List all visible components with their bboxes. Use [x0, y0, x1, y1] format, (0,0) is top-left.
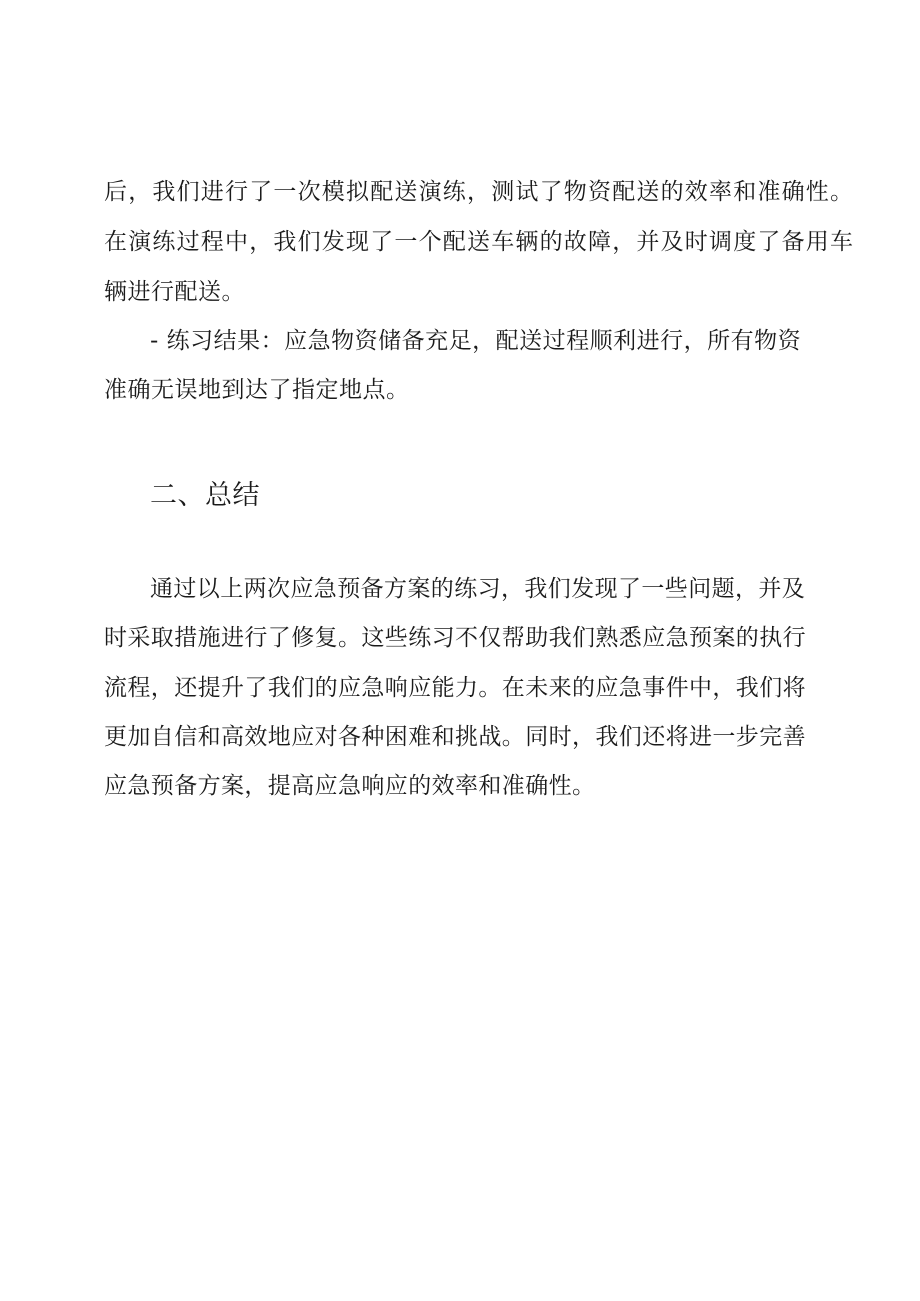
- summary-text-line: 通过以上两次应急预备方案的练习，我们发现了一些问题，并及: [150, 576, 806, 602]
- summary-text-line: 流程，还提升了我们的应急响应能力。在未来的应急事件中，我们将: [104, 675, 806, 701]
- practice-result-line: - 练习结果：应急物资储备充足，配送过程顺利进行，所有物资: [150, 328, 802, 354]
- summary-text-line: 应急预备方案，提高应急响应的效率和准确性。: [104, 773, 596, 799]
- practice-result-line: 准确无误地到达了指定地点。: [104, 377, 410, 403]
- summary-text-line: 更加自信和高效地应对各种困难和挑战。同时，我们还将进一步完善: [104, 724, 806, 750]
- body-text-line: 在演练过程中，我们发现了一个配送车辆的故障，并及时调度了备用车: [104, 229, 855, 255]
- section-heading-summary: 二、总结: [150, 480, 260, 511]
- summary-text-line: 时采取措施进行了修复。这些练习不仅帮助我们熟悉应急预案的执行: [104, 625, 806, 651]
- body-text-line: 后，我们进行了一次模拟配送演练，测试了物资配送的效率和准确性。: [104, 179, 855, 205]
- body-text-line: 辆进行配送。: [104, 279, 245, 305]
